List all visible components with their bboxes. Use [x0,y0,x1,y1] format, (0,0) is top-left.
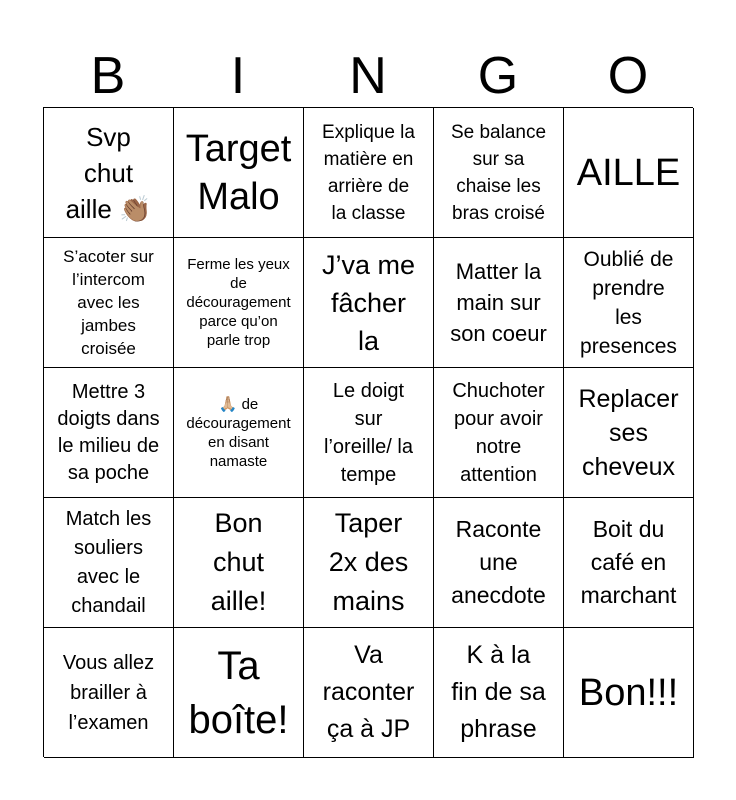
bingo-cell[interactable] [174,368,304,498]
cell-text: Mettre 3 doigts dans le milieu de sa poche [57,380,160,484]
bingo-cell[interactable] [174,238,304,368]
cell-text: Se balance sur sa chaise les bras croisé [450,121,547,224]
bingo-cell[interactable] [304,498,434,628]
bingo-cell[interactable] [564,108,694,238]
cell-text: Le doigt sur l’oreille/ la tempe [324,379,413,486]
bingo-cell[interactable] [44,108,174,238]
cell-text: Bon!!! [578,671,679,714]
bingo-cell[interactable] [44,238,174,368]
cell-text: S’acoter sur l’intercom avec les jambes croisée [63,247,154,358]
header-letter-n: N [349,47,387,105]
cell-text: Vous allez brailler à l’examen [62,651,155,734]
cell-text: Raconte une anecdote [451,516,546,608]
cell-text: Svp chut aille 👏🏽 [65,121,152,224]
cell-text: AILLE [576,151,681,194]
bingo-cell[interactable] [564,238,694,368]
bingo-cell[interactable] [304,238,434,368]
bingo-cell[interactable] [304,368,434,498]
bingo-cell[interactable] [174,108,304,238]
bingo-header [43,46,693,106]
cell-text: Oublié de prendre les presences [580,247,677,358]
header-letter-b: B [90,47,126,105]
cell-text: Matter la main sur son coeur [450,259,547,346]
bingo-cell[interactable] [434,628,564,758]
header-letter-g: G [477,47,519,105]
bingo-cell[interactable] [564,368,694,498]
cell-text: 🙏🏼 de découragement en disant namaste [186,395,291,470]
cell-text: Boit du café en marchant [580,516,677,608]
bingo-cell[interactable] [44,498,174,628]
cell-text: J’va me fâcher la [321,249,416,356]
header-letter-i: I [230,47,246,105]
bingo-cell[interactable] [434,368,564,498]
cell-text: Chuchoter pour avoir notre attention [452,379,545,486]
bingo-cell[interactable] [564,628,694,758]
cell-text: Target Malo [185,127,292,218]
bingo-cell[interactable] [44,368,174,498]
cell-text: Explique la matière en arrière de la classe [322,121,415,224]
cell-text: K à la fin de sa phrase [451,641,546,743]
cell-text: Replacer ses cheveux [578,384,679,481]
cell-text: Ferme les yeux de découragement parce qu’on parle trop [186,256,291,349]
bingo-cell[interactable] [304,108,434,238]
bingo-cell[interactable] [434,238,564,368]
bingo-cell[interactable] [174,628,304,758]
cell-text: Va raconter ça à JP [322,641,415,743]
cell-text: Taper 2x des mains [328,508,409,616]
bingo-cell[interactable] [564,498,694,628]
cell-text: Bon chut aille! [210,508,267,616]
bingo-card [43,107,693,757]
bingo-cell[interactable] [174,498,304,628]
cell-text: Match les souliers avec le chandail [65,507,152,617]
bingo-cell[interactable] [304,628,434,758]
header-letter-o: O [607,47,649,105]
bingo-cell[interactable] [434,108,564,238]
bingo-cell[interactable] [434,498,564,628]
bingo-cell[interactable] [44,628,174,758]
cell-text: Ta boîte! [188,643,289,742]
